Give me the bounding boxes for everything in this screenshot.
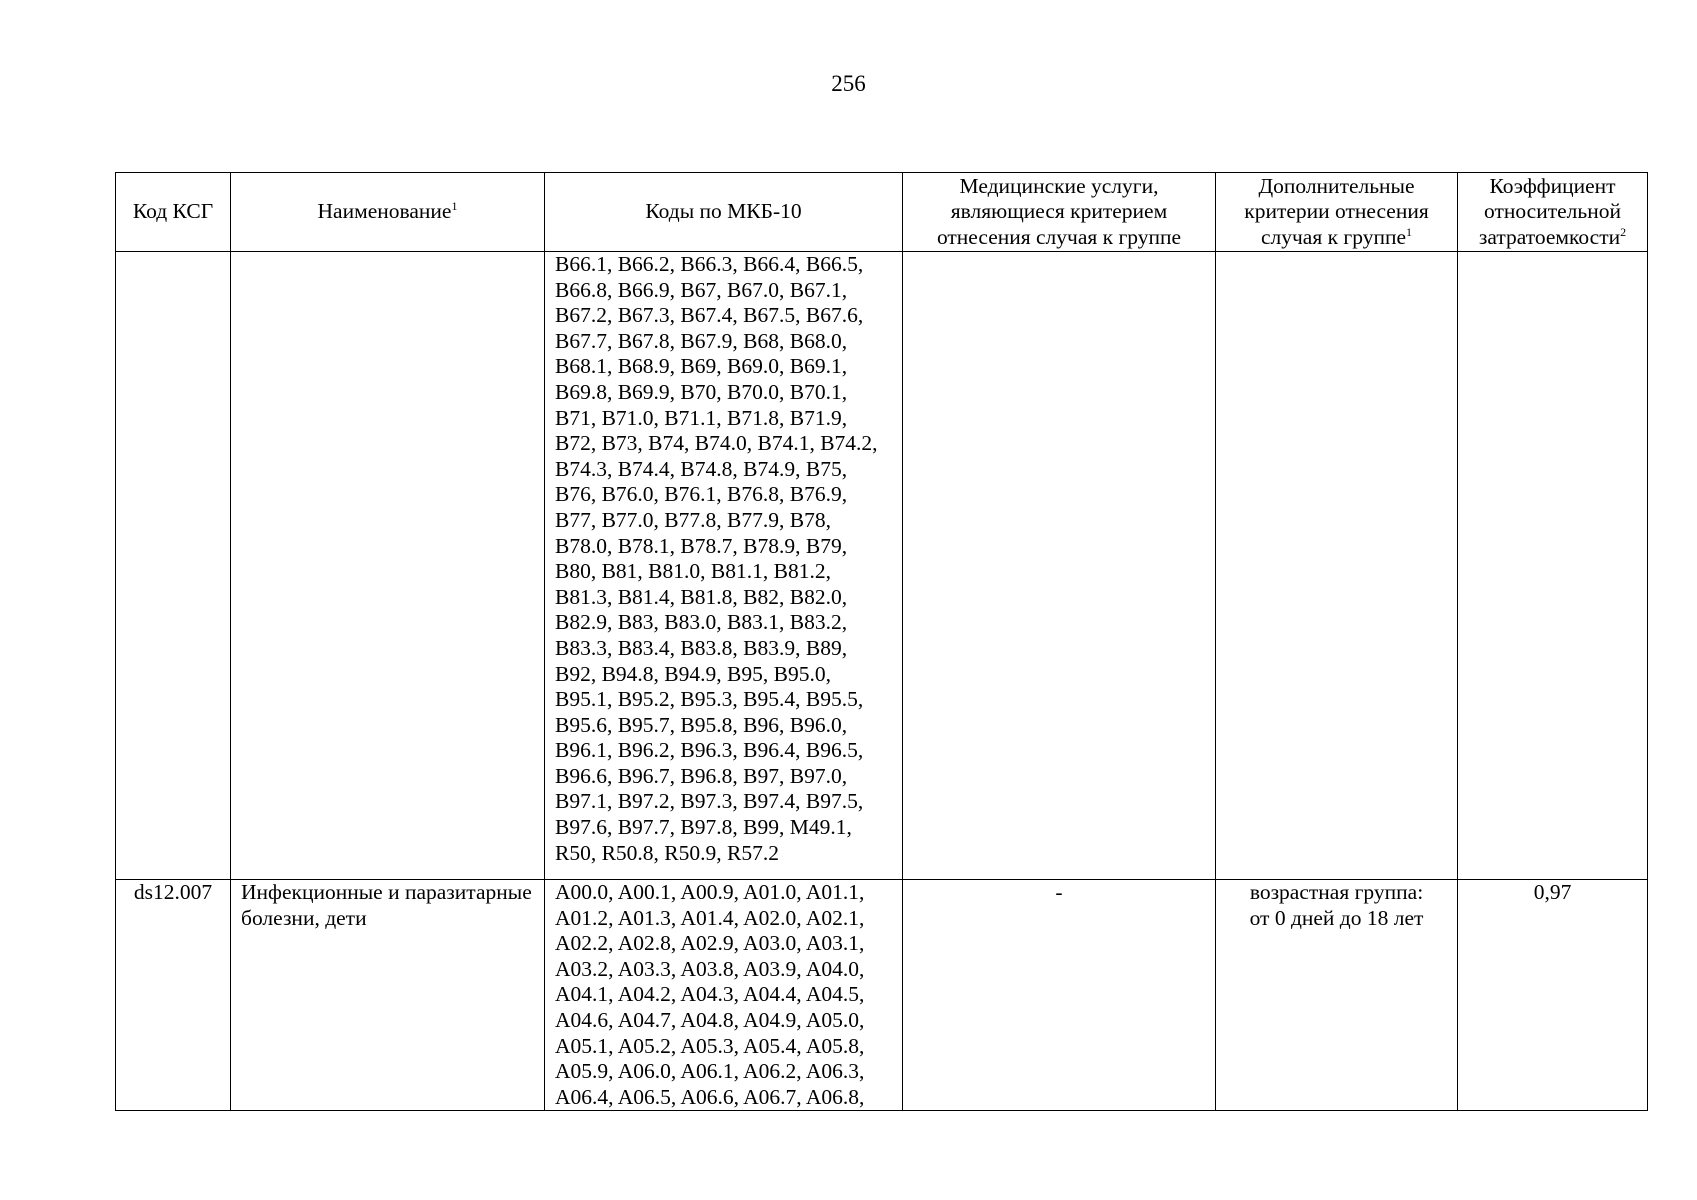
cell-mkb-codes [545, 880, 903, 1111]
mkb-code-line: A05.9, A06.0, A06.1, A06.2, A06.3, [555, 1059, 865, 1084]
mkb-code-line: B97.6, B97.7, B97.8, B99, M49.1, [555, 815, 852, 840]
table-row-continuation [116, 252, 1648, 880]
mkb-code-line: A05.1, A05.2, A05.3, A05.4, A05.8, [555, 1033, 865, 1058]
mkb-code-line: B97.1, B97.2, B97.3, B97.4, B97.5, [555, 789, 864, 814]
mkb-code-line: B80, B81, B81.0, B81.1, B81.2, [555, 559, 831, 584]
mkb-code-line: B81.3, B81.4, B81.8, B82, B82.0, [555, 584, 848, 609]
cell-additional-criteria [1216, 252, 1458, 880]
mkb-code-line: A01.2, A01.3, A01.4, A02.0, A02.1, [555, 905, 865, 930]
mkb-code-line: B67.7, B67.8, B67.9, B68, B68.0, [555, 328, 848, 353]
mkb-code-line: A04.1, A04.2, A04.3, A04.4, A04.5, [555, 982, 865, 1007]
mkb-code-line: B78.0, B78.1, B78.7, B78.9, B79, [555, 533, 848, 558]
footnote-marker: 1 [451, 199, 458, 214]
mkb-code-line: B83.3, B83.4, B83.8, B83.9, B89, [555, 635, 848, 660]
mkb-code-line: B76, B76.0, B76.1, B76.8, B76.9, [555, 482, 848, 507]
header-medical-services: Медицинские услуги, являющиеся критерием отнесения случая к группе [903, 173, 1216, 252]
cell-name [231, 252, 545, 880]
page-number: 256 [831, 71, 866, 96]
cell-coefficient [1458, 252, 1648, 880]
header-ksg-code: Код КСГ [116, 173, 231, 252]
mkb-code-line: B67.2, B67.3, B67.4, B67.5, B67.6, [555, 303, 864, 328]
mkb-code-line: B74.3, B74.4, B74.8, B74.9, B75, [555, 456, 848, 481]
cell-medical-services [903, 252, 1216, 880]
mkb-code-line: B68.1, B68.9, B69, B69.0, B69.1, [555, 354, 848, 379]
mkb-code-line: A06.4, A06.5, A06.6, A06.7, A06.8, [555, 1084, 865, 1109]
table-row-ds12-007 [116, 880, 1648, 1111]
ksg-table [115, 172, 1648, 1111]
mkb-code-line: A03.2, A03.3, A03.8, A03.9, A04.0, [555, 956, 865, 981]
cell-coefficient: 0,97 [1458, 880, 1648, 1111]
header-mkb-codes: Коды по МКБ-10 [545, 173, 903, 252]
mkb-code-line: B69.8, B69.9, B70, B70.0, B70.1, [555, 379, 848, 404]
cell-ksg-code: ds12.007 [116, 880, 231, 1111]
mkb-code-line: B95.6, B95.7, B95.8, B96, B96.0, [555, 712, 848, 737]
mkb-code-line: A04.6, A04.7, A04.8, A04.9, A05.0, [555, 1007, 865, 1032]
header-name: Наименование$^1$ [231, 173, 545, 252]
cell-medical-services: - [903, 880, 1216, 1111]
criteria-line: от 0 дней до 18 лет [1249, 905, 1424, 930]
cell-additional-criteria [1216, 880, 1458, 1111]
mkb-code-line: B66.1, B66.2, B66.3, B66.4, B66.5, [555, 252, 864, 276]
mkb-code-line: B95.1, B95.2, B95.3, B95.4, B95.5, [555, 687, 864, 712]
mkb-code-line: B96.6, B96.7, B96.8, B97, B97.0, [555, 763, 848, 788]
cell-mkb-codes [545, 252, 903, 880]
cell-ksg-code [116, 252, 231, 880]
footnote-marker: 1 [1406, 224, 1413, 239]
header-coefficient: Коэффициент относительной затратоемкости$^2$ [1458, 173, 1648, 252]
footnote-marker: 2 [1620, 224, 1627, 239]
mkb-code-line: A00.0, A00.1, A00.9, A01.0, A01.1, [555, 880, 865, 904]
mkb-code-line: B92, B94.8, B94.9, B95, B95.0, [555, 661, 831, 686]
cell-name: Инфекционные и паразитарные болезни, дети [231, 880, 545, 1111]
mkb-code-line: B82.9, B83, B83.0, B83.1, B83.2, [555, 610, 848, 635]
mkb-code-line: B96.1, B96.2, B96.3, B96.4, B96.5, [555, 738, 864, 763]
mkb-code-line: A02.2, A02.8, A02.9, A03.0, A03.1, [555, 931, 865, 956]
table-header-row [116, 173, 1648, 252]
header-additional-criteria: Дополнительные критерии отнесения случая к группе$^1$ [1216, 173, 1458, 252]
mkb-code-line: B72, B73, B74, B74.0, B74.1, B74.2, [555, 431, 878, 456]
criteria-line: возрастная группа: [1249, 880, 1424, 904]
mkb-code-line: B71, B71.0, B71.1, B71.8, B71.9, [555, 405, 848, 430]
mkb-code-line: B66.8, B66.9, B67, B67.0, B67.1, [555, 277, 848, 302]
mkb-code-line: R50, R50.8, R50.9, R57.2 [555, 840, 779, 865]
mkb-code-line: B77, B77.0, B77.8, B77.9, B78, [555, 507, 831, 532]
